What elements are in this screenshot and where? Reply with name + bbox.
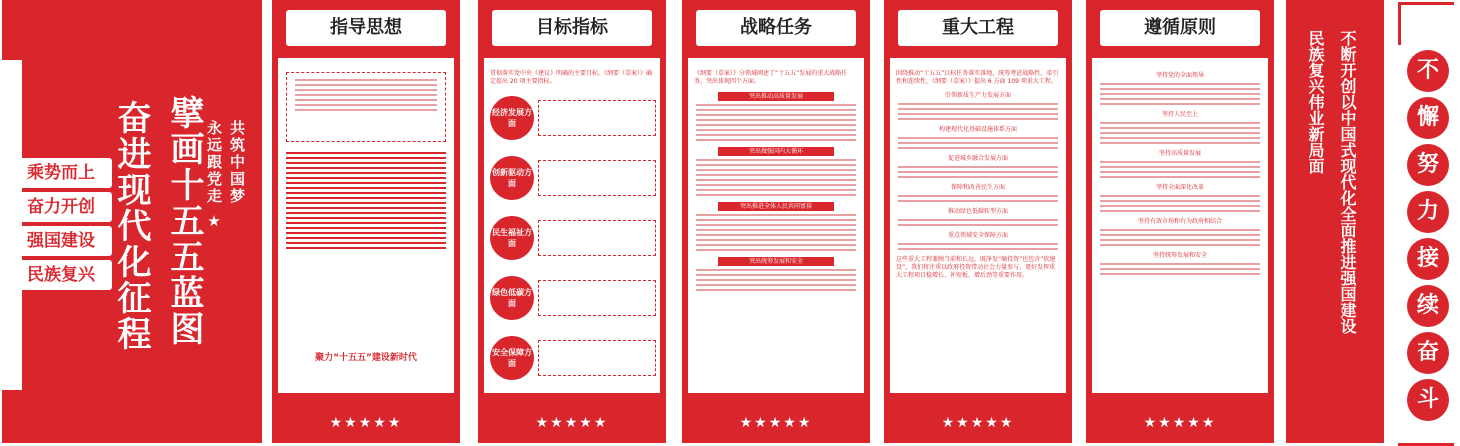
principle-title: 坚持党的全面领导 <box>1155 72 1204 79</box>
circle-char: 续 <box>1407 285 1449 327</box>
slogan-3: 强国建设 <box>10 226 112 256</box>
panel-target-indicators <box>478 0 666 443</box>
panel-body <box>890 58 1066 393</box>
circle-char: 斗 <box>1407 379 1449 421</box>
indicator-livelihood: 民生福祉方面 <box>490 216 534 260</box>
indicator-box <box>538 220 656 256</box>
panel-title: 重大工程 <box>898 10 1058 46</box>
section-tag: 突出做强国内大循环 <box>718 147 834 156</box>
section-tag: 突出统筹发展和安全 <box>718 257 834 266</box>
principle-title: 坚持人民至上 <box>1161 111 1198 118</box>
slogan-4: 民族复兴 <box>10 260 112 290</box>
project-title: 保障和改善民生方面 <box>950 184 1005 191</box>
slogan-1: 乘势而上 <box>10 158 112 188</box>
panel-major-projects <box>884 0 1072 443</box>
circle-char: 不 <box>1407 50 1449 92</box>
stars-decoration: ★★★★★ <box>1143 415 1217 431</box>
hero-tagline-1: 永远跟党走 ★ <box>205 120 223 233</box>
circle-char: 努 <box>1407 144 1449 186</box>
project-title: 推动绿色低碳转型方面 <box>947 208 1008 215</box>
stars-decoration: ★★★★★ <box>535 415 609 431</box>
slogan-2: 奋力开创 <box>10 192 112 222</box>
panel-title: 目标指标 <box>492 10 652 46</box>
hero-title-main: 擘画十五五蓝图 <box>164 95 204 347</box>
principle-title: 坚持全面深化改革 <box>1155 184 1204 191</box>
project-title: 引领新质生产力发展方面 <box>944 92 1011 99</box>
project-title: 重点领域安全保障方面 <box>947 232 1008 239</box>
panel-title: 战略任务 <box>696 10 856 46</box>
stars-decoration: ★★★★★ <box>941 415 1015 431</box>
indicator-green: 绿色低碳方面 <box>490 276 534 320</box>
panel-title: 遵循原则 <box>1100 10 1260 46</box>
hero-tagline-2: 共筑中国梦 <box>228 120 246 205</box>
section-tag: 突出推动高质量发展 <box>718 92 834 101</box>
stars-decoration: ★★★★★ <box>329 415 403 431</box>
panel-intro: 《纲要（草案）》分领域阐述了“十五五”发展的重大战略任务，突出体现四个方面。 <box>694 70 848 85</box>
panel-body <box>1092 58 1268 393</box>
stars-decoration: ★★★★★ <box>739 415 813 431</box>
panel-title: 指导思想 <box>286 10 446 46</box>
panel-guiding-thought <box>272 0 460 443</box>
hero-title-sub: 奋进现代化征程 <box>111 100 151 352</box>
project-title: 构建现代化基础设施体系方面 <box>938 126 1017 133</box>
panel-intro: 贯彻落实党中央《建议》明确的主要目标，《纲要（草案）》确定提出 20 项主要指标。 <box>490 70 653 85</box>
indicator-economy: 经济发展方面 <box>490 96 534 140</box>
panel-body <box>278 58 454 393</box>
bullet-list <box>278 152 454 249</box>
banner-line-2: 民族复兴伟业新局面 <box>1306 30 1325 174</box>
panel-footer: 聚力“十五五”建设新时代 <box>315 353 417 363</box>
intro-box <box>286 72 446 142</box>
hero-notch <box>2 60 22 390</box>
principle-title: 坚持统筹发展和安全 <box>1152 252 1207 259</box>
right-banner <box>1286 0 1384 443</box>
circle-char: 接 <box>1407 238 1449 280</box>
indicator-box <box>538 280 656 316</box>
principle-title: 坚持有效市场和有为政府相结合 <box>1137 218 1222 225</box>
project-title: 促进城乡融合发展方面 <box>947 155 1008 162</box>
panel-closing: 这些重大工程兼顾当前和长远，既净发“硬投资”也包含“软建设”，我们将注重以政府投资带动社会力量参与，更好发挥重大工程项目稳增长、补短板、增后劲等重要作用。 <box>896 256 1056 279</box>
circle-char: 奋 <box>1407 332 1449 374</box>
panel-body <box>484 58 660 393</box>
circle-char: 懈 <box>1407 97 1449 139</box>
indicator-box <box>538 340 656 376</box>
circle-char: 力 <box>1407 191 1449 233</box>
indicator-innovation: 创新驱动方面 <box>490 156 534 200</box>
section-tag: 突出推进全体人民共同富裕 <box>718 202 834 211</box>
principle-title: 坚持高质量发展 <box>1158 150 1201 157</box>
indicator-security: 安全保障方面 <box>490 336 534 380</box>
panel-strategic-tasks <box>682 0 870 443</box>
banner-line-1: 不断开创以中国式现代化全面推进强国建设 <box>1338 30 1357 334</box>
panel-body <box>688 58 864 393</box>
indicator-box <box>538 100 656 136</box>
indicator-box <box>538 160 656 196</box>
panel-intro: 围绕推动“十五五”目标任务落实落地，统筹考虑战略性、牵引性和连续性，《纲要（草案）》提出 6 方面 109 项重大工程。 <box>896 70 1059 85</box>
panel-principles <box>1086 0 1274 443</box>
